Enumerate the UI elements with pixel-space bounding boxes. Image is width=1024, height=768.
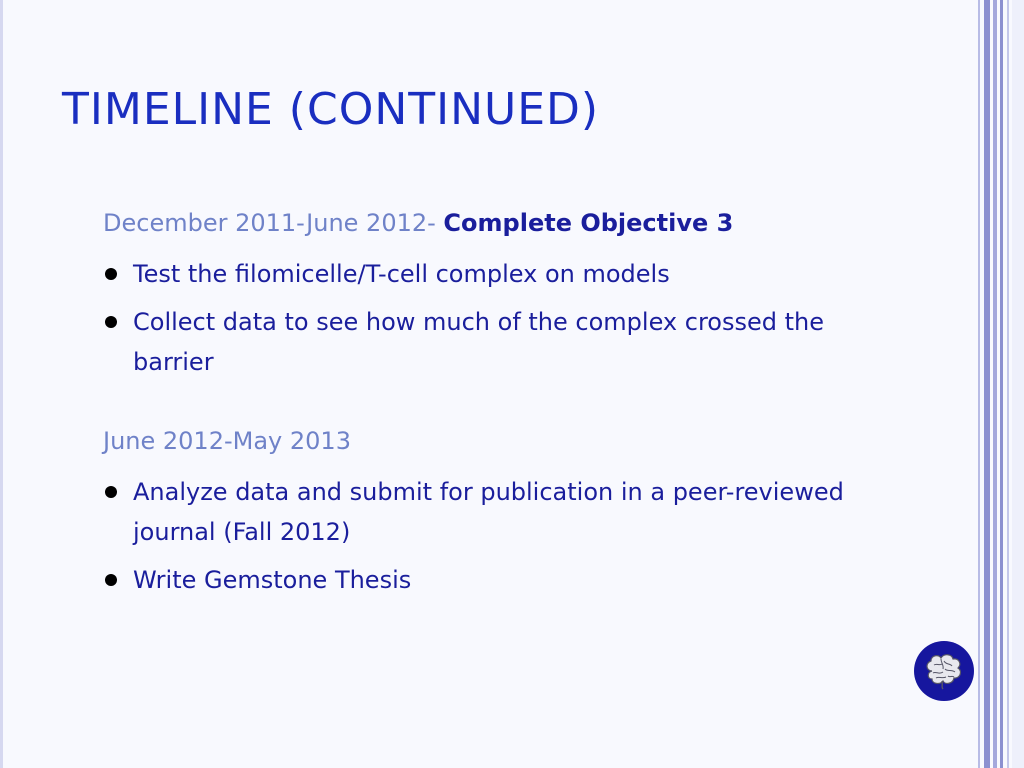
bullet-icon	[105, 268, 117, 280]
bullet-text: Collect data to see how much of the complex crossed the barrier	[133, 308, 824, 376]
bullet-icon	[105, 574, 117, 586]
frame-right-line-2	[984, 0, 990, 768]
slide-body	[103, 204, 873, 608]
brain-icon	[922, 651, 966, 691]
section-objective-1: Complete Objective 3	[443, 209, 734, 237]
frame-right-fill	[1012, 0, 1024, 768]
frame-right-line-4	[1000, 0, 1003, 768]
bullet-text: Test the filomicelle/T-cell complex on models	[133, 260, 670, 288]
frame-right-line-1	[978, 0, 980, 768]
section-heading-2	[103, 422, 873, 460]
bullet-item	[103, 254, 873, 294]
bullet-text: Analyze data and submit for publication in a peer-reviewed journal (Fall 2012)	[133, 478, 844, 546]
frame-left-border	[0, 0, 3, 768]
bullet-item	[103, 302, 873, 382]
section-spacer	[103, 390, 873, 422]
logo-badge	[914, 641, 974, 701]
frame-right-line-3	[993, 0, 997, 768]
slide-title: TIMELINE (CONTINUED)	[62, 84, 600, 135]
bullet-text: Write Gemstone Thesis	[133, 566, 412, 594]
bullet-item	[103, 472, 873, 552]
bullet-icon	[105, 486, 117, 498]
frame-right-line-5	[1007, 0, 1009, 768]
section-heading-1	[103, 204, 873, 242]
section-date-1: December 2011-June 2012-	[103, 209, 444, 237]
bullet-item	[103, 560, 873, 600]
bullet-list-1	[103, 254, 873, 382]
bullet-icon	[105, 316, 117, 328]
bullet-list-2	[103, 472, 873, 600]
section-date-2: June 2012-May 2013	[103, 427, 351, 455]
